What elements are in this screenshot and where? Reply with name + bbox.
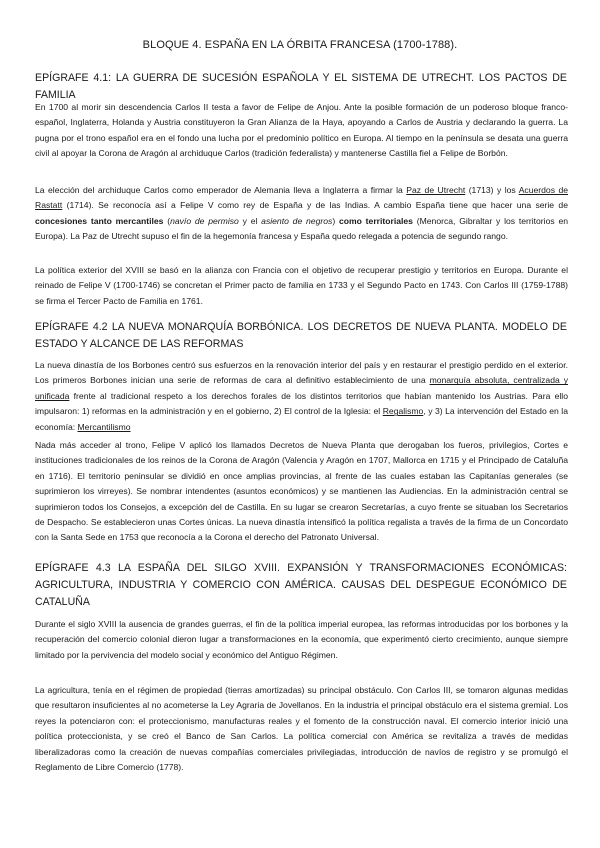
paragraph-4-3-crecimiento: Durante el siglo XVIII la ausencia de grandes guerras, el fin de la política imperial europea, las reformas introducidas por los borbones y la recuperación del comercio colonial dieron lugar a transformaciones en la economía, que experimentó cierto crecimiento, aunque siempre limitado por la pervivencia del modelo social y económico del Antiguo Régimen.	[35, 619, 568, 660]
paragraph-4-2-nueva-planta: Nada más acceder al trono, Felipe V aplicó los llamados Decretos de Nueva Planta que derogaban los fueros, privilegios, Cortes e instituciones tradicionales de los reinos de la Corona de Aragón (Valencia y Aragón en 1707, Mallorca en 1715 y el Principado de Cataluña en 1716). El territorio peninsular se dividió en once amplias provincias, al frente de las cuales estaban las Capitanías generales (se suprimieron los virreyes). Se nombrar intendentes (asuntos económicos) y se mantienen las Audiencias. En la administración central se suprimieron todos los Consejos, a excepción del de Castilla. En su lugar se crearon Secretarías, a cuyo frente se situaban los Secretarios de Despacho. Se establecieron unas Cortes únicas. La nueva dinastía intensificó la política regalista a través de la firma de un Concordato con la Santa Sede en 1753 que reconocía a la Corona el derecho del Patronato Universal.	[35, 440, 568, 543]
section-heading-4-3: EPÍGRAFE 4.3 LA ESPAÑA DEL SILGO XVIII. EXPANSIÓN Y TRANSFORMACIONES ECONÓMICAS: AGRICULTURA, INDUSTRIA Y COMERCIO CON AMÉRICA. CAUSAS DEL DESPEGUE ECONÓMICO DE CATALUÑA	[35, 562, 567, 608]
emphasis-asiento: asiento de negros	[261, 215, 333, 226]
link-regalismo: Regalismo	[382, 406, 424, 417]
paragraph-4-3-agricultura: La agricultura, tenía en el régimen de propiedad (tierras amortizadas) su principal obstáculo. Con Carlos III, se tomaron algunas medidas que resultaron insuficientes al no acometerse la Ley Agraria de Jovellanos. En la industria el principal obstáculo era el sistema gremial. Los reyes la potenciaron con: el proteccionismo, manufacturas reales y el fomento de la construcción naval. El comercio interior inició una política proteccionista, y se creó el Banco de San Carlos. La política comercial con América se revitaliza a través de medidas liberalizadoras como la creación de nuevas compañías comerciales privilegiadas, introducción de navíos de registro y se promulgó el Reglamento de Libre Comercio (1778).	[35, 685, 568, 773]
emphasis-concesiones: concesiones tanto mercantiles	[35, 215, 164, 226]
paragraph-4-2-borbones: La nueva dinastía de los Borbones centró sus esfuerzos en la renovación interior del país y en restaurar el prestigio perdido en el exterior. Los primeros Borbones inician una serie de reformas de cara al definitivo establecimiento de una monarquía absoluta, centralizada y unificada frente al tradicional respeto a los derechos forales de los distintos territorios que habían mantenido los Austrias. Para ello impulsaron: 1) reformas en la administración y en el gobierno, 2) El control de la Iglesia: el Regalismo, y 3) La intervención del Estado en la economía: Mercantilismo	[35, 360, 569, 432]
link-mercantilismo: Mercantilismo	[77, 421, 131, 432]
link-acuerdos-de-rastatt: Acuerdos de Rastatt	[35, 185, 568, 211]
paragraph-4-1-succession: En 1700 al morir sin descendencia Carlos II testa a favor de Felipe de Anjou. Ante la posible formación de un poderoso bloque franco-español, Inglaterra, Holanda y Austria constituyeron la Gran Alianza de la Haya, apoyando a Carlos de Austria y declarando la guerra. La pugna por el trono español era en el fondo una lucha por el predominio político en Europa. Al tiempo en la península se desata una guerra civil al apoyar la Corona de Aragón al archiduque Carlos (tradición federalista) y mantenerse Castilla fiel a Felipe de Borbón.	[35, 102, 568, 159]
link-monarquia-absoluta: monarquía absoluta, centralizada y unificada	[35, 375, 569, 401]
paragraph-4-1-utrecht: La elección del archiduque Carlos como emperador de Alemania lleva a Inglaterra a firmar la Paz de Utrecht (1713) y los Acuerdos de Rastatt (1714). Se reconocía así a Felipe V como rey de España y de las Indias. A cambio España tiene que hacer una serie de concesiones tanto mercantiles (navío de permiso y el asiento de negros) como territoriales (Menorca, Gibraltar y los territorios en Europa). La Paz de Utrecht supuso el fin de la hegemonía francesa y España quedo relegada a potencia de segundo rango.	[35, 185, 569, 242]
section-heading-4-2: EPÍGRAFE 4.2 LA NUEVA MONARQUÍA BORBÓNICA. LOS DECRETOS DE NUEVA PLANTA. MODELO DE ESTADO Y ALCANCE DE LAS REFORMAS	[35, 321, 567, 350]
emphasis-territoriales: como territoriales	[338, 215, 413, 226]
link-paz-de-utrecht: Paz de Utrecht	[406, 185, 466, 195]
page-title: BLOQUE 4. ESPAÑA EN LA ÓRBITA FRANCESA (1700-1788).	[142, 39, 458, 51]
paragraph-4-1-pactos: La política exterior del XVIII se basó en la alianza con Francia con el objetivo de recuperar prestigio y territorios en Europa. Durante el reinado de Felipe V (1700-1746) se concretan el Primer pacto de familia en 1733 y el Segundo Pacto en 1743. Con Carlos III (1759-1788) se firma el Tercer Pacto de Familia en 1761.	[35, 265, 568, 306]
section-heading-4-1: EPÍGRAFE 4.1: LA GUERRA DE SUCESIÓN ESPAÑOLA Y EL SISTEMA DE UTRECHT. LOS PACTOS DE FAMILIA	[35, 72, 567, 101]
emphasis-navio: navío de permiso	[170, 215, 239, 226]
